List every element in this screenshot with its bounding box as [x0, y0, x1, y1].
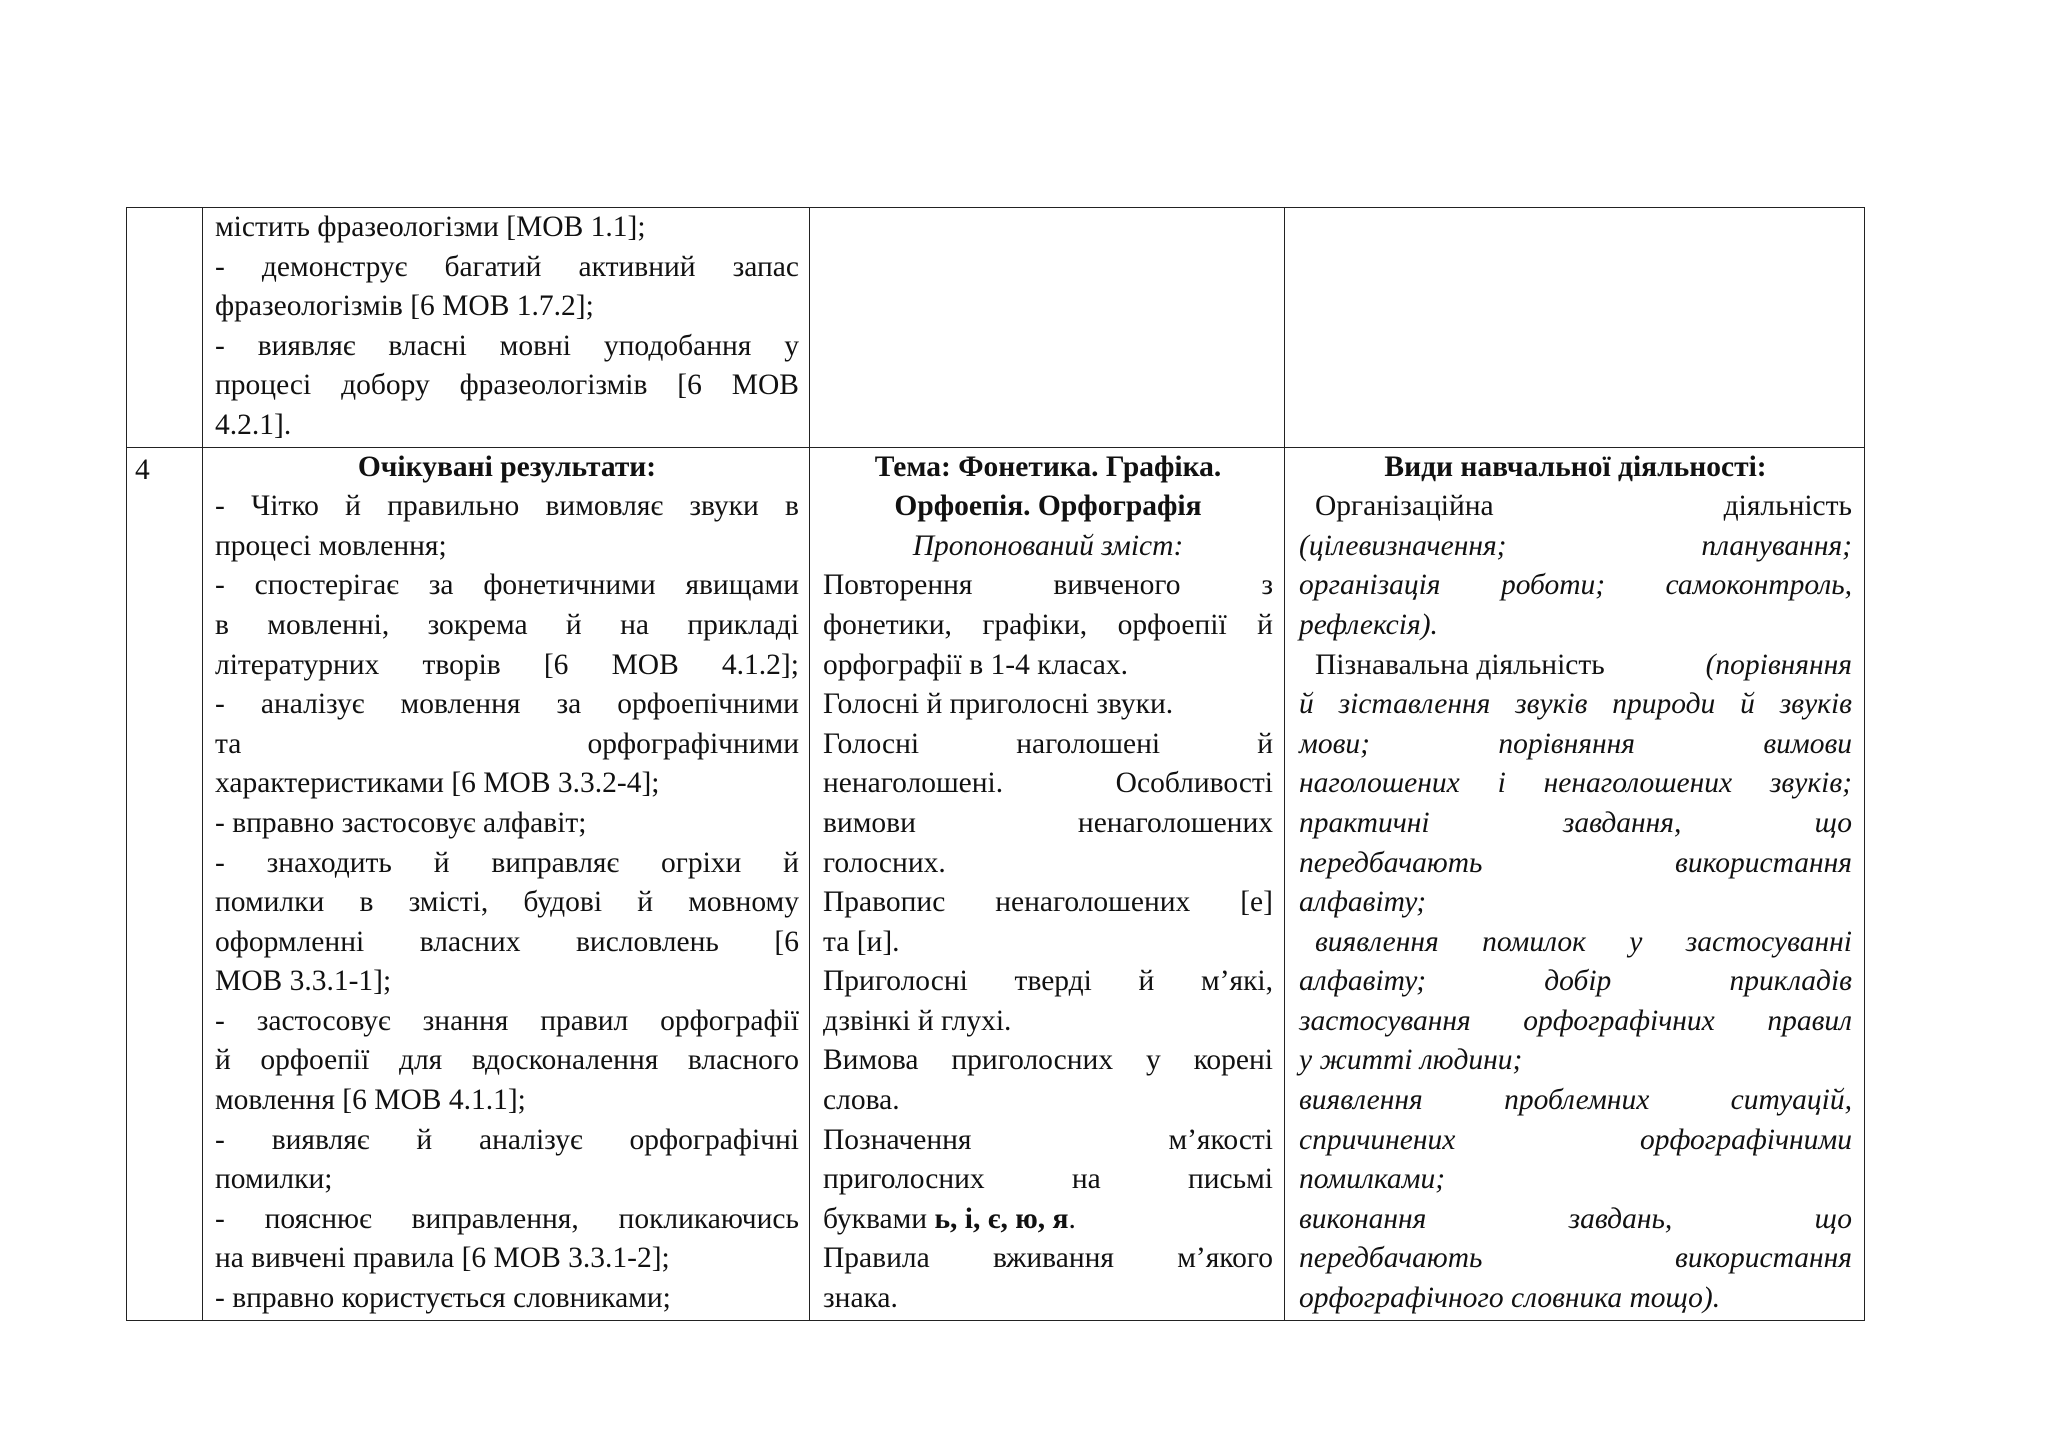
- text-line: застосування орфографічних правил: [1299, 1004, 1852, 1037]
- text-line: в мовленні, зокрема й на прикладі: [215, 608, 799, 641]
- text-line: наголошених і ненаголошених звуків;: [1299, 767, 1852, 800]
- text-line: Голосні наголошені й: [823, 727, 1273, 760]
- content-cell: [810, 447, 1285, 1320]
- text-line: знака.: [823, 1282, 898, 1315]
- text-line: МОВ 3.3.1-1];: [215, 965, 392, 998]
- text-line: виявлення проблемних ситуацій,: [1299, 1084, 1852, 1117]
- expected-results-cell: [203, 447, 810, 1320]
- row-number-cell: [127, 447, 203, 1320]
- text-line: Позначення м’якості: [823, 1123, 1273, 1156]
- text-line: - виявляє власні мовні уподобання у: [215, 329, 799, 362]
- text-line: 4.2.1].: [215, 408, 292, 441]
- expected-results-heading: Очікувані результати:: [357, 450, 657, 483]
- text-line: (цілевизначення; планування;: [1299, 529, 1852, 562]
- text-line: та [и].: [823, 925, 900, 958]
- curriculum-table: [126, 207, 1865, 1321]
- text-line: вимови ненаголошених: [823, 806, 1273, 839]
- text-line: - спостерігає за фонетичними явищами: [215, 569, 799, 602]
- text-line: й зіставлення звуків природи й звуків: [1299, 688, 1852, 721]
- expected-results-cell: [203, 208, 810, 448]
- text-line: алфавіту; добір прикладів: [1299, 965, 1852, 998]
- activities-cell: [1285, 208, 1865, 448]
- activities-cell: [1285, 447, 1865, 1320]
- text-line: слова.: [823, 1084, 900, 1117]
- text-line: передбачають використання: [1299, 846, 1852, 879]
- text-line: приголосних на письмі: [823, 1163, 1273, 1196]
- text-line: Приголосні тверді й м’які,: [823, 965, 1273, 998]
- expected-results-text: [203, 448, 809, 1320]
- text-line: помилки;: [215, 1163, 333, 1196]
- text-line: організація роботи; самоконтроль,: [1299, 569, 1852, 602]
- text-line: виявлення помилок у застосуванні: [1315, 925, 1852, 958]
- topic-heading-line2: Орфоепія. Орфографія: [894, 490, 1202, 523]
- text-line: та орфографічними: [215, 727, 799, 760]
- text-line: - пояснює виправлення, покликаючись: [215, 1202, 799, 1235]
- text-line: літературних творів [6 МОВ 4.1.2];: [215, 648, 799, 681]
- table-row: [127, 208, 1865, 448]
- text-line: - демонструє багатий активний запас: [215, 250, 799, 283]
- letters-prefix: буквами: [823, 1202, 935, 1235]
- text-line: мовлення [6 МОВ 4.1.1];: [215, 1084, 526, 1117]
- text-line: помилками;: [1299, 1163, 1446, 1196]
- proposed-content-subheading: Пропонований зміст:: [912, 529, 1184, 562]
- text-line: практичні завдання, що: [1299, 806, 1852, 839]
- text-line: [1299, 646, 1852, 686]
- text-line: орфографії в 1-4 класах.: [823, 648, 1129, 681]
- org-word: Організаційна: [1315, 490, 1494, 523]
- text-line: виконання завдань, що: [1299, 1202, 1852, 1235]
- text-line: передбачають використання: [1299, 1242, 1852, 1275]
- text-line: фонетики, графіки, орфоепії й: [823, 608, 1273, 641]
- text-line: Повторення вивченого з: [823, 569, 1273, 602]
- text-line: - вправно застосовує алфавіт;: [215, 806, 587, 839]
- text-line: містить фразеологізми [МОВ 1.1];: [215, 211, 646, 243]
- text-line: помилки в змісті, будові й мовному: [215, 886, 799, 919]
- text-line: характеристиками [6 МОВ 3.3.2-4];: [215, 767, 660, 800]
- text-line: ненаголошені. Особливості: [823, 767, 1273, 800]
- text-line: дзвінкі й глухі.: [823, 1004, 1012, 1037]
- text-line: спричинених орфографічними: [1299, 1123, 1852, 1156]
- text-line: голосних.: [823, 846, 946, 879]
- text-line: Правопис ненаголошених [е]: [823, 886, 1273, 919]
- proposed-content-text: [810, 448, 1284, 1320]
- activities-text: [1285, 448, 1864, 1320]
- row-number: 4: [135, 453, 150, 486]
- text-line: рефлексія).: [1299, 608, 1438, 641]
- table-row: [127, 447, 1865, 1320]
- text-line: [1299, 487, 1852, 527]
- text-line: Вимова приголосних у корені: [823, 1044, 1273, 1077]
- topic-heading-line1: Тема: Фонетика. Графіка.: [874, 450, 1222, 483]
- text-line: - Чітко й правильно вимовляє звуки в: [215, 490, 799, 523]
- text-line: - виявляє й аналізує орфографічні: [215, 1123, 799, 1156]
- text-line: [823, 1200, 1273, 1240]
- text-line: - знаходить й виправляє огріхи й: [215, 846, 799, 879]
- text-line: у житті людини;: [1299, 1044, 1523, 1077]
- soft-letters: ь, і, є, ю, я: [934, 1202, 1069, 1235]
- org-word: діяльність: [1723, 490, 1852, 523]
- text-line: Правила вживання м’якого: [823, 1242, 1273, 1275]
- text-line: процесі мовлення;: [215, 529, 447, 562]
- cog-italic-start: (порівняння: [1705, 648, 1852, 681]
- row-number-cell: [127, 208, 203, 448]
- text-line: - застосовує знання правил орфографії: [215, 1004, 799, 1037]
- row-number: [127, 208, 202, 211]
- content-cell: [810, 208, 1285, 448]
- expected-results-text: [203, 208, 809, 447]
- letters-suffix: .: [1068, 1202, 1076, 1235]
- text-line: - вправно користується словниками;: [215, 1282, 671, 1315]
- text-line: фразеологізмів [6 МОВ 1.7.2];: [215, 290, 594, 323]
- text-line: - аналізує мовлення за орфоепічними: [215, 688, 799, 721]
- text-line: на вивчені правила [6 МОВ 3.3.1-2];: [215, 1242, 670, 1275]
- text-line: алфавіту;: [1299, 886, 1427, 919]
- text-line: Голосні й приголосні звуки.: [823, 688, 1174, 721]
- text-line: й орфоепії для вдосконалення власного: [215, 1044, 799, 1077]
- cog-normal: Пізнавальна діяльність: [1315, 648, 1605, 681]
- activities-heading: Види навчальної діяльності:: [1384, 450, 1767, 483]
- text-line: орфографічного словника тощо).: [1299, 1282, 1721, 1315]
- text-line: мови; порівняння вимови: [1299, 727, 1852, 760]
- text-line: процесі добору фразеологізмів [6 МОВ: [215, 369, 799, 402]
- text-line: оформленні власних висловлень [6: [215, 925, 799, 958]
